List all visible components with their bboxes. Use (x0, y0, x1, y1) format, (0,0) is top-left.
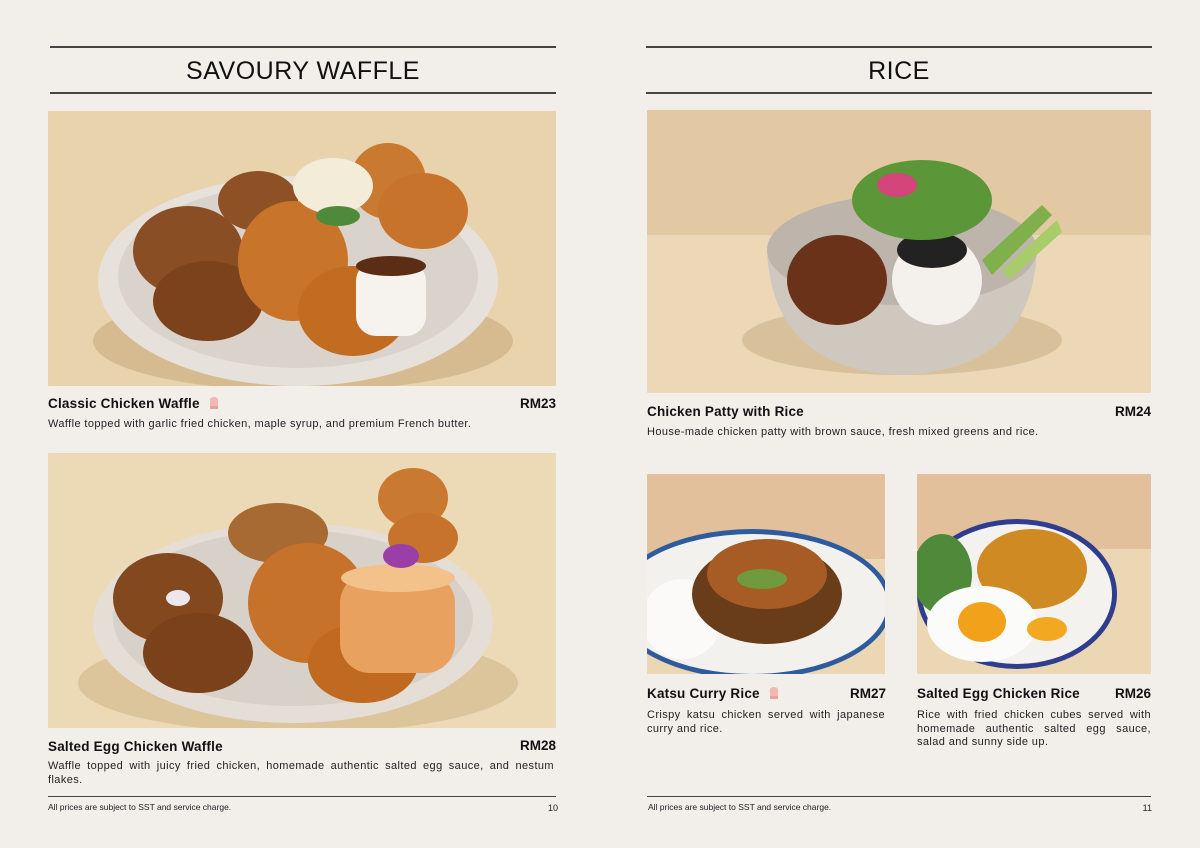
item-name-label: Classic Chicken Waffle (48, 396, 200, 411)
page-number: 10 (547, 803, 558, 813)
title-top-rule (50, 46, 556, 48)
item-name-classic-chicken-waffle (48, 396, 220, 411)
item-desc-classic-chicken-waffle: Waffle topped with garlic fried chicken, maple syrup, and premium French butter. (48, 418, 472, 430)
item-name-chicken-patty-with-rice: Chicken Patty with Rice (647, 404, 804, 419)
chef-recommend-icon (208, 396, 220, 410)
salted-egg-waffle-plate-photo (48, 453, 556, 728)
footer-note: All prices are subject to SST and service charge. (48, 802, 232, 812)
page-number: 11 (1142, 803, 1152, 813)
item-desc-katsu-curry-rice: Crispy katsu chicken served with japanese curry and rice. (647, 709, 885, 735)
item-name-katsu-curry-rice (647, 686, 780, 701)
item-price-katsu-curry-rice: RM27 (849, 686, 886, 701)
chicken-waffle-plate-photo (48, 111, 556, 386)
item-price-classic-chicken-waffle: RM23 (519, 396, 556, 411)
item-desc-chicken-patty-with-rice: House-made chicken patty with brown sauce, fresh mixed greens and rice. (647, 426, 1039, 438)
right-page (600, 0, 1200, 848)
title-bottom-rule (646, 92, 1152, 94)
item-desc-salted-egg-chicken-rice: Rice with fried chicken cubes served with homemade authentic salted egg sauce, salad and sunny side up. (917, 709, 1151, 748)
footer-note: All prices are subject to SST and service charge. (648, 802, 832, 812)
item-name-salted-egg-chicken-rice: Salted Egg Chicken Rice (917, 686, 1080, 701)
item-name-label: Katsu Curry Rice (647, 686, 760, 701)
title-bottom-rule (50, 92, 556, 94)
section-title-rice: RICE (868, 57, 930, 85)
item-desc-salted-egg-chicken-waffle: Waffle topped with juicy fried chicken, homemade authentic salted egg sauce, and nestum flakes. (48, 760, 554, 786)
item-price-salted-egg-chicken-waffle: RM28 (519, 738, 556, 753)
item-name-salted-egg-chicken-waffle: Salted Egg Chicken Waffle (48, 739, 223, 754)
item-price-salted-egg-chicken-rice: RM26 (1114, 686, 1151, 701)
katsu-curry-plate-photo (647, 474, 885, 674)
salted-egg-rice-plate-photo (917, 474, 1151, 674)
footer-rule (48, 796, 556, 797)
chef-recommend-icon (768, 686, 780, 700)
title-top-rule (646, 46, 1152, 48)
chicken-patty-bowl-photo (647, 110, 1151, 393)
item-price-chicken-patty-with-rice: RM24 (1114, 404, 1151, 419)
footer-rule (647, 796, 1151, 797)
section-title-savoury-waffle: SAVOURY WAFFLE (186, 57, 420, 85)
